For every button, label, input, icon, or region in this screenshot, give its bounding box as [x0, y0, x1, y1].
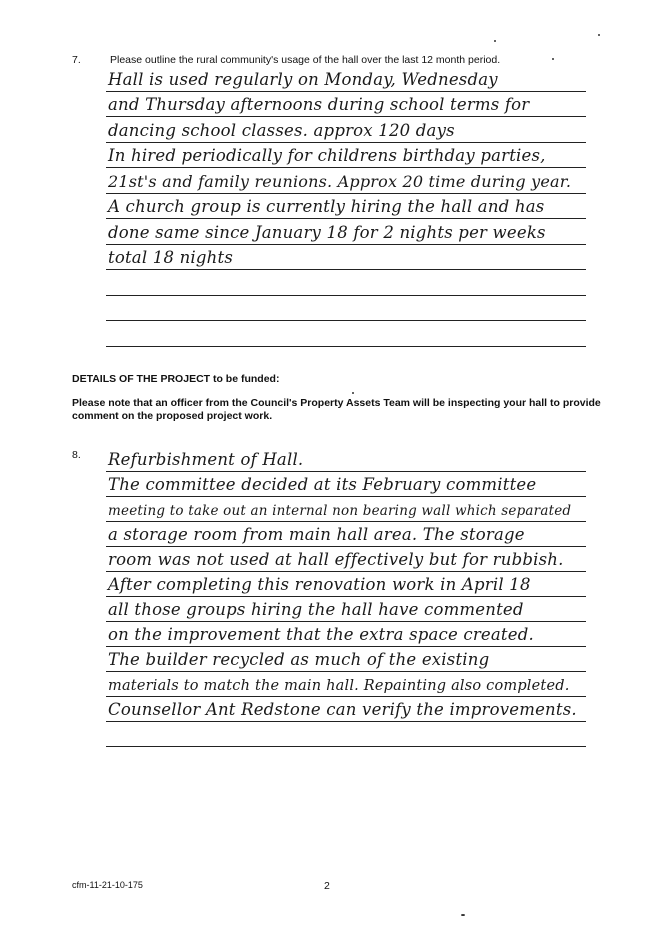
handwritten-text: After completing this renovation work in April 18	[108, 575, 531, 594]
answer-line	[106, 66, 586, 92]
handwritten-text: In hired periodically for childrens birthday parties,	[108, 146, 546, 165]
answer-line	[106, 522, 586, 547]
answer-line	[106, 722, 586, 747]
handwritten-text: Counsellor Ant Redstone can verify the improvements.	[108, 700, 577, 719]
question-7-number: 7.	[72, 54, 81, 66]
answer-line	[106, 194, 586, 220]
handwritten-text: meeting to take out an internal non bearing wall which separated	[108, 503, 572, 519]
answer-line	[106, 219, 586, 245]
handwritten-text: The builder recycled as much of the existing	[108, 650, 490, 669]
handwritten-text: dancing school classes. approx 120 days	[108, 120, 455, 140]
answer-line	[106, 447, 586, 472]
handwritten-text: all those groups hiring the hall have commented	[108, 600, 524, 619]
answer-line	[106, 143, 586, 169]
handwritten-text: done same since January 18 for 2 nights per weeks	[108, 222, 546, 242]
project-details-heading: DETAILS OF THE PROJECT to be funded:	[72, 373, 280, 385]
answer-line	[106, 245, 586, 271]
handwritten-text: and Thursday afternoons during school terms for	[108, 95, 530, 114]
form-code: cfm-11-21-10-175	[72, 880, 143, 890]
scan-speck	[552, 58, 554, 60]
answer-line	[106, 597, 586, 622]
scan-speck	[494, 40, 496, 42]
inspection-note: Please note that an officer from the Council's Property Assets Team will be inspecting your hall to provide comment on the proposed project work.	[72, 397, 601, 422]
handwritten-text: a storage room from main hall area. The storage	[108, 525, 525, 544]
answer-line	[106, 697, 586, 722]
answer-line	[106, 472, 586, 497]
handwritten-text: room was not used at hall effectively but for rubbish.	[108, 550, 564, 569]
scan-speck	[352, 392, 354, 394]
handwritten-text: The committee decided at its February committee	[108, 475, 537, 494]
answer-line	[106, 321, 586, 347]
answer-line	[106, 647, 586, 672]
answer-line	[106, 270, 586, 296]
handwritten-text: materials to match the main hall. Repainting also completed.	[108, 678, 570, 694]
page-number: 2	[324, 880, 330, 892]
question-8-number: 8.	[72, 449, 81, 461]
scan-speck	[461, 914, 465, 916]
handwritten-text: 21st's and family reunions. Approx 20 time during year.	[108, 171, 572, 191]
answer-line	[106, 117, 586, 143]
answer-line	[106, 622, 586, 647]
question-7-prompt: Please outline the rural community's usage of the hall over the last 12 month period.	[110, 54, 501, 66]
answer-line	[106, 497, 586, 522]
answer-line	[106, 92, 586, 118]
handwritten-text: Refurbishment of Hall.	[108, 450, 304, 469]
handwritten-text: total 18 nights	[108, 248, 233, 267]
handwritten-text: A church group is currently hiring the hall and has	[108, 197, 545, 216]
handwritten-text: Hall is used regularly on Monday, Wednesday	[108, 69, 498, 89]
scan-speck	[598, 34, 600, 36]
handwritten-text: on the improvement that the extra space created.	[108, 625, 534, 644]
answer-line	[106, 672, 586, 697]
answer-line	[106, 547, 586, 572]
answer-line	[106, 168, 586, 194]
answer-line	[106, 296, 586, 322]
answer-line	[106, 572, 586, 597]
